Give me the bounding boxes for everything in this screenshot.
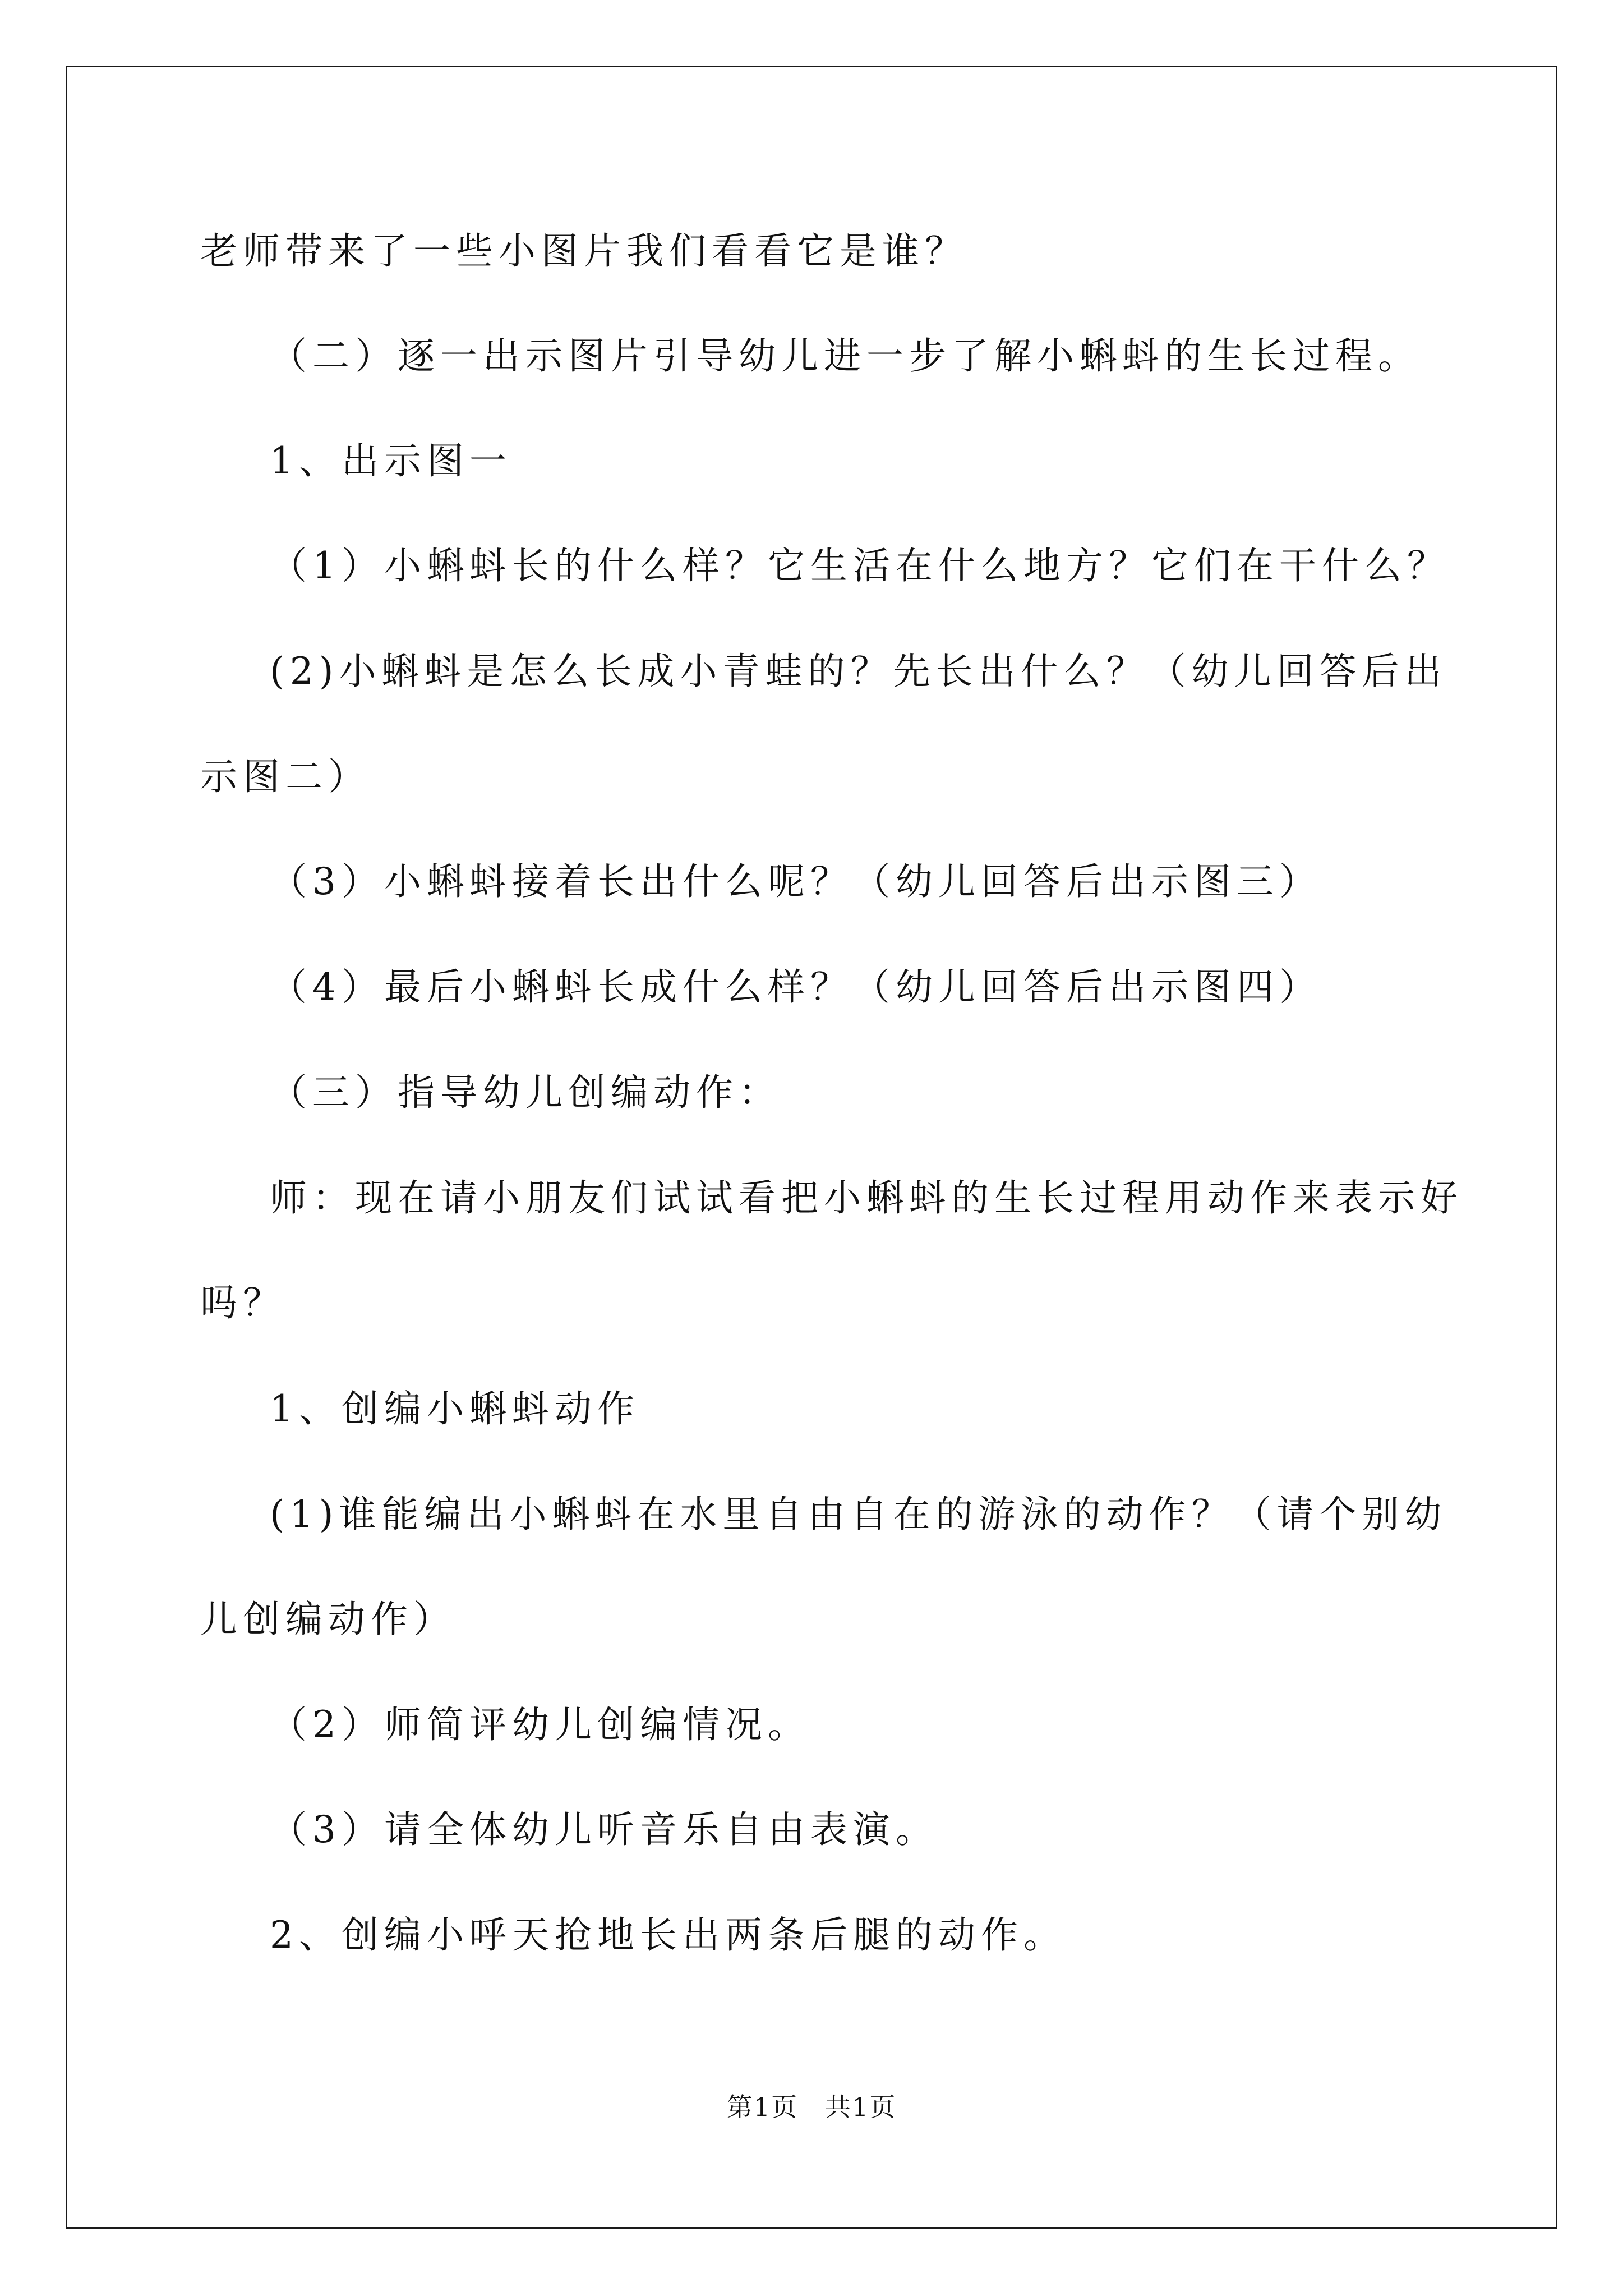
page-border — [66, 66, 1557, 2229]
paragraph-line: （3）请全体幼儿听音乐自由表演。 — [270, 1808, 938, 1851]
paragraph-line: (2)小蝌蚪是怎么长成小青蛙的？先长出什么？（幼儿回答后出 — [270, 650, 1447, 693]
paragraph-line: 1、创编小蝌蚪动作 — [270, 1387, 640, 1430]
paragraph-line: （4）最后小蝌蚪长成什么样？（幼儿回答后出示图四） — [270, 965, 1322, 1009]
paragraph-line: 1、出示图一 — [270, 439, 512, 482]
paragraph-line: （3）小蝌蚪接着长出什么呢？（幼儿回答后出示图三） — [270, 860, 1322, 903]
paragraph-line: （三）指导幼儿创编动作： — [270, 1071, 781, 1114]
paragraph-line: （二）逐一出示图片引导幼儿进一步了解小蝌蚪的生长过程。 — [270, 334, 1421, 378]
paragraph-line: 老师带来了一些小图片我们看看它是谁？ — [200, 229, 967, 273]
paragraph-line: 示图二） — [200, 755, 371, 798]
paragraph-line: 吗？ — [200, 1281, 285, 1324]
paragraph-line: （2）师简评幼儿创编情况。 — [270, 1703, 810, 1746]
paragraph-line: 师：现在请小朋友们试试看把小蝌蚪的生长过程用动作来表示好 — [270, 1176, 1463, 1220]
paragraph-line: （1）小蝌蚪长的什么样？它生活在什么地方？它们在干什么？ — [270, 544, 1450, 587]
paragraph-line: 2、创编小呼天抢地长出两条后腿的动作。 — [270, 1913, 1066, 1957]
page-number-footer: 第1页 共1页 — [726, 2092, 897, 2122]
paragraph-line: 儿创编动作） — [200, 1598, 456, 1641]
paragraph-line: (1)谁能编出小蝌蚪在水里自由自在的游泳的动作？（请个别幼 — [270, 1493, 1447, 1536]
